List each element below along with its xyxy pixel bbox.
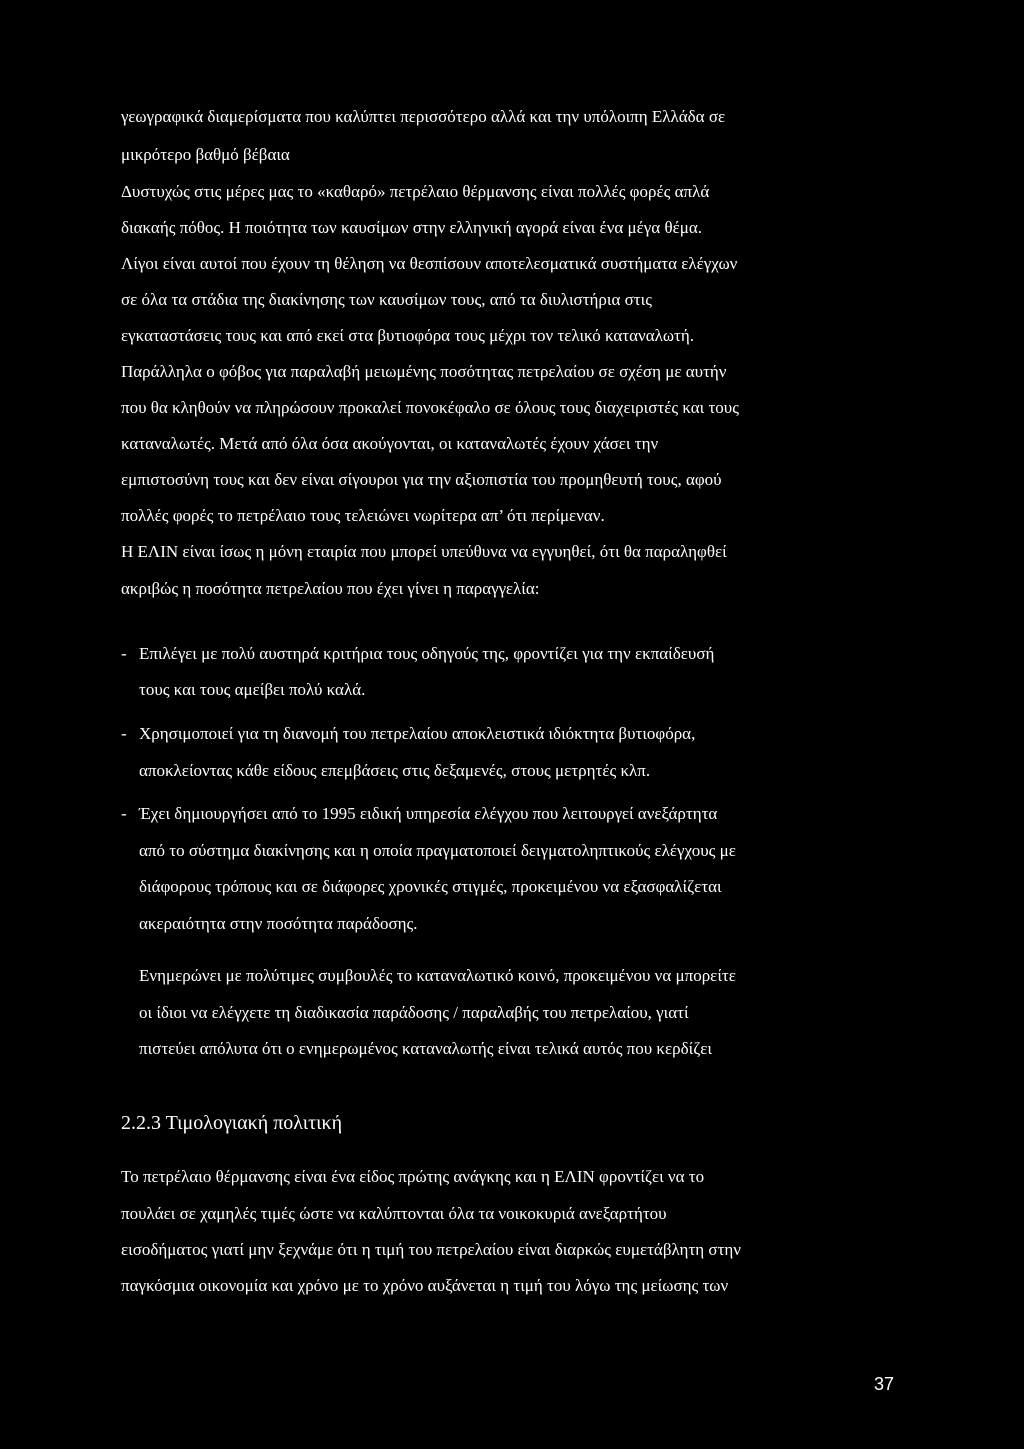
bullet-text-line: από το σύστημα διακίνησης και η οποία πραγματοποιεί δειγματοληπτικούς ελέγχους με [139,841,736,860]
body-text-line: γεωγραφικά διαμερίσματα που καλύπτει περισσότερο αλλά και την υπόλοιπη Ελλάδα σε [121,107,726,126]
body-text-line: καταναλωτές. Μετά από όλα όσα ακούγονται, οι καταναλωτές έχουν χάσει την [121,434,659,453]
body-text-line: Το πετρέλαιο θέρμανσης είναι ένα είδος πρώτης ανάγκης και η ΕΛΙΝ φροντίζει να το [121,1167,705,1186]
bullet-text-line: Χρησιμοποιεί για τη διανομή του πετρελαίου αποκλειστικά ιδιόκτητα βυτιοφόρα, [139,724,696,743]
bullet-text-line: αποκλείοντας κάθε είδους επεμβάσεις στις δεξαμενές, στους μετρητές κλπ. [139,761,651,780]
body-text-line: παγκόσμια οικονομία και χρόνο με το χρόνο αυξάνεται η τιμή του λόγω της μείωσης των [121,1276,729,1295]
body-text-line: Ενημερώνει με πολύτιμες συμβουλές το καταναλωτικό κοινό, προκειμένου να μπορείτε [139,966,736,985]
body-text-line: Λίγοι είναι αυτοί που έχουν τη θέληση να θεσπίσουν αποτελεσματικά συστήματα ελέγχων [121,254,738,273]
body-text-line: ακριβώς η ποσότητα πετρελαίου που έχει γίνει η παραγγελία: [121,579,540,598]
body-text-line: εγκαταστάσεις τους και από εκεί στα βυτιοφόρα τους μέχρι τον τελικό καταναλωτή. [121,326,695,345]
body-text-line: που θα κληθούν να πληρώσουν προκαλεί πονοκέφαλο σε όλους τους διαχειριστές και τους [121,398,739,417]
bullet-text-line: Έχει δημιουργήσει από το 1995 ειδική υπηρεσία ελέγχου που λειτουργεί ανεξάρτητα [139,804,718,823]
bullet-text-line: τους και τους αμείβει πολύ καλά. [139,680,366,699]
body-text-line: Παράλληλα ο φόβος για παραλαβή μειωμένης ποσότητας πετρελαίου σε σχέση με αυτήν [121,362,727,381]
body-text-line: εμπιστοσύνη τους και δεν είναι σίγουροι για την αξιοπιστία του προμηθευτή τους, αφού [121,470,722,489]
bullet-dash: - [121,804,127,823]
bullet-dash: - [121,724,127,743]
body-text-line: πιστεύει απόλυτα ότι ο ενημερωμένος καταναλωτής είναι τελικά αυτός που κερδίζει [139,1039,712,1058]
body-text-line: Η ΕΛΙΝ είναι ίσως η μόνη εταιρία που μπορεί υπεύθυνα να εγγυηθεί, ότι θα παραληφθεί [121,542,727,561]
body-text-line: Δυστυχώς στις μέρες μας το «καθαρό» πετρέλαιο θέρμανσης είναι πολλές φορές απλά [121,182,710,201]
body-text-line: σε όλα τα στάδια της διακίνησης των καυσίμων τους, από τα διυλιστήρια στις [121,290,652,309]
body-text-line: εισοδήματος γιατί μην ξεχνάμε ότι η τιμή του πετρελαίου είναι διαρκώς ευμετάβλητη στην [121,1240,741,1259]
body-text-line: οι ίδιοι να ελέγχετε τη διαδικασία παράδοσης / παραλαβής του πετρελαίου, γιατί [139,1003,689,1022]
bullet-text-line: Επιλέγει με πολύ αυστηρά κριτήρια τους οδηγούς της, φροντίζει για την εκπαίδευσή [139,644,715,663]
body-text-line: πολλές φορές το πετρέλαιο τους τελειώνει νωρίτερα απ’ ότι περίμεναν. [121,506,605,525]
body-text-line: μικρότερο βαθμό βέβαια [121,145,290,164]
bullet-dash: - [121,644,127,663]
page-number: 37 [874,1374,895,1394]
bullet-text-line: διάφορους τρόπους και σε διάφορες χρονικές στιγμές, προκειμένου να εξασφαλίζεται [139,877,722,896]
section-heading: 2.2.3 Τιμολογιακή πολιτική [121,1112,343,1134]
bullet-text-line: ακεραιότητα στην ποσότητα παράδοσης. [139,914,418,933]
body-text-line: διακαής πόθος. Η ποιότητα των καυσίμων στην ελληνική αγορά είναι ένα μέγα θέμα. [121,218,703,237]
body-text-line: πουλάει σε χαμηλές τιμές ώστε να καλύπτονται όλα τα νοικοκυριά ανεξαρτήτου [121,1204,667,1223]
